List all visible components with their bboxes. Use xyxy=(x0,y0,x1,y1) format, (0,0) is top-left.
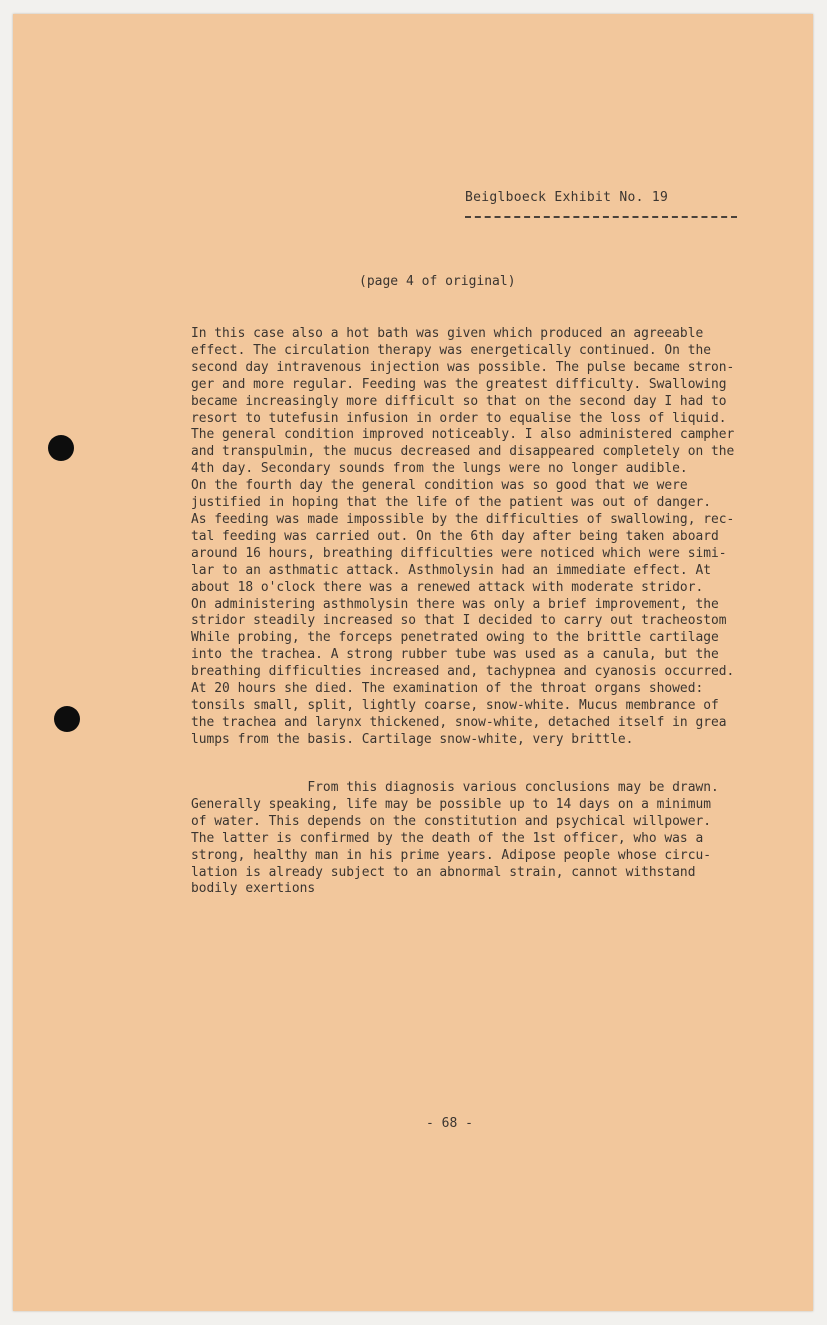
text-line: In this case also a hot bath was given which produced an agreeable xyxy=(191,326,704,341)
text-line: resort to tutefusin infusion in order to equalise the loss of liquid. xyxy=(191,410,727,426)
punch-hole-bottom xyxy=(54,706,80,732)
text-line: On administering asthmolysin there was only a brief improvement, the xyxy=(191,596,719,612)
text-line: effect. The circulation therapy was energetically continued. On the xyxy=(191,342,711,358)
text-line: While probing, the forceps penetrated owing to the brittle cartilage xyxy=(191,630,719,646)
text-line: From this diagnosis various conclusions may be drawn. xyxy=(191,780,719,795)
text-line: and transpulmin, the mucus decreased and disappeared completely on the xyxy=(191,444,735,460)
punch-hole-top xyxy=(48,435,74,461)
text-line: lation is already subject to an abnormal strain, cannot withstand xyxy=(191,864,696,880)
text-line: On the fourth day the general condition was so good that we were xyxy=(191,478,688,494)
text-line: into the trachea. A strong rubber tube was used as a canula, but the xyxy=(191,647,719,663)
exhibit-underline xyxy=(465,216,737,218)
text-line: second day intravenous injection was possible. The pulse became stron- xyxy=(191,359,735,375)
text-line: breathing difficulties increased and, tachypnea and cyanosis occurred. xyxy=(191,664,735,680)
text-line: became increasingly more difficult so that on the second day I had to xyxy=(191,393,727,409)
text-line: strong, healthy man in his prime years. Adipose people whose circu- xyxy=(191,847,711,863)
text-line: lumps from the basis. Cartilage snow-white, very brittle. xyxy=(191,731,634,747)
text-line: tal feeding was carried out. On the 6th day after being taken aboard xyxy=(191,528,719,544)
page-reference: (page 4 of original) xyxy=(359,274,516,289)
text-line: bodily exertions xyxy=(191,881,316,897)
text-line: ger and more regular. Feeding was the greatest difficulty. Swallowing xyxy=(191,376,727,392)
text-line: lar to an asthmatic attack. Asthmolysin had an immediate effect. At xyxy=(191,562,711,578)
text-line: The latter is confirmed by the death of the 1st officer, who was a xyxy=(191,830,704,846)
text-line: tonsils small, split, lightly coarse, snow-white. Mucus membrance of xyxy=(191,697,719,713)
body-paragraph-2 xyxy=(191,780,771,898)
text-line: 4th day. Secondary sounds from the lungs were no longer audible. xyxy=(191,461,688,477)
body-paragraph-1 xyxy=(191,326,771,749)
text-line: Generally speaking, life may be possible up to 14 days on a minimum xyxy=(191,796,711,812)
text-line: The general condition improved noticeably. I also administered campher xyxy=(191,427,735,443)
text-line: around 16 hours, breathing difficulties were noticed which were simi- xyxy=(191,545,727,561)
document-page xyxy=(13,14,813,1311)
text-line: At 20 hours she died. The examination of the throat organs showed: xyxy=(191,681,704,697)
page-number: - 68 - xyxy=(426,1116,473,1131)
text-line: As feeding was made impossible by the difficulties of swallowing, rec- xyxy=(191,511,735,527)
text-line: of water. This depends on the constitution and psychical willpower. xyxy=(191,813,711,829)
text-line: about 18 o'clock there was a renewed attack with moderate stridor. xyxy=(191,579,704,595)
text-line: the trachea and larynx thickened, snow-white, detached itself in grea xyxy=(191,714,727,730)
text-line: stridor steadily increased so that I decided to carry out tracheostom xyxy=(191,613,727,629)
text-line: justified in hoping that the life of the patient was out of danger. xyxy=(191,495,711,511)
exhibit-label: Beiglboeck Exhibit No. 19 xyxy=(465,190,669,205)
